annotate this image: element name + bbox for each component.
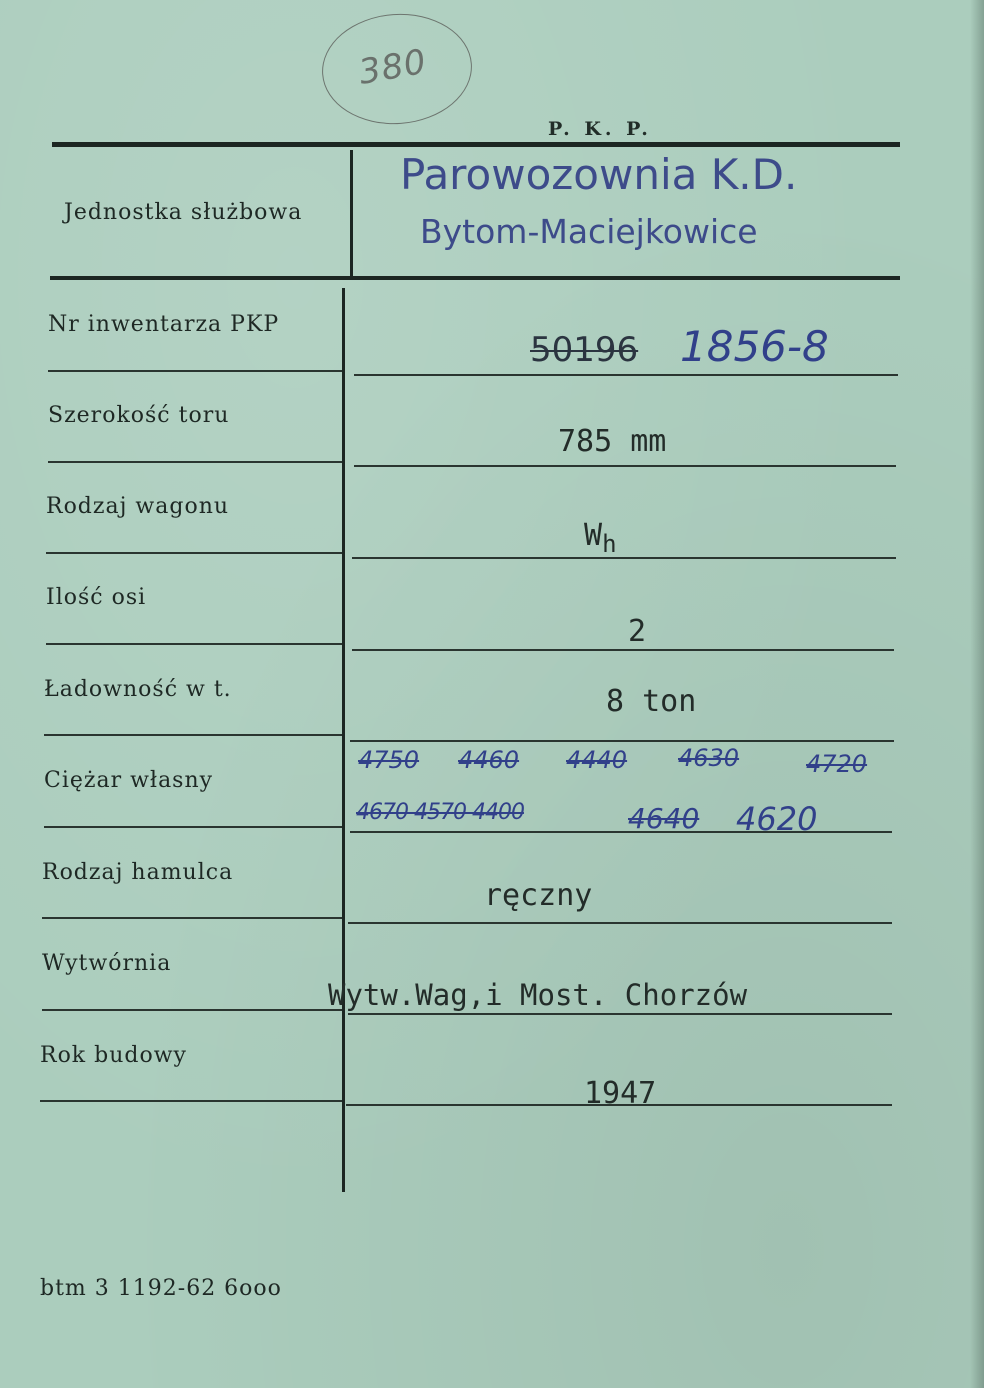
row-line-right — [352, 557, 896, 559]
archive-number-text: 380 — [355, 41, 430, 93]
wagon-type-value — [584, 518, 617, 558]
unit-bottom-rule — [50, 276, 900, 280]
row-label-axles: Ilość osi — [46, 585, 147, 610]
wagon-type-main: W — [584, 518, 603, 553]
gauge-value: 785 mm — [558, 424, 667, 459]
axles-value: 2 — [628, 614, 647, 649]
row-line-right — [352, 649, 894, 651]
tare-line2-struck: 4670 4570 4400 — [356, 800, 524, 825]
row-line-left — [46, 552, 342, 554]
tare-struck-2: 4460 — [458, 746, 520, 774]
row-line-right — [348, 922, 892, 924]
tare-line2-mid: 4640 — [628, 802, 700, 835]
circled-archive-number — [318, 9, 475, 129]
row-line-right — [348, 1013, 892, 1015]
unit-stamp-line2: Bytom-Maciejkowice — [420, 212, 758, 251]
row-line-left — [48, 370, 342, 372]
row-label-tare-weight: Ciężar własny — [44, 768, 214, 793]
row-label-inventory: Nr inwentarza PKP — [48, 312, 280, 337]
build-year-value: 1947 — [584, 1076, 657, 1111]
row-label-build-year: Rok budowy — [40, 1043, 187, 1068]
unit-divider — [350, 150, 353, 278]
tare-line1-final: 4720 — [806, 750, 868, 778]
row-label-brake-type: Rodzaj hamulca — [42, 860, 234, 885]
row-line-left — [42, 1009, 342, 1011]
row-line-right — [354, 374, 898, 376]
tare-struck-3: 4440 — [566, 746, 628, 774]
inventory-old-number: 50196 — [530, 330, 639, 370]
inventory-new-number: 1856-8 — [680, 322, 829, 371]
top-rule — [52, 142, 900, 147]
table-divider — [342, 288, 345, 1192]
row-line-right — [354, 465, 896, 467]
unit-label: Jednostka służbowa — [64, 200, 303, 225]
unit-stamp-line1: Parowozownia K.D. — [400, 150, 798, 199]
org-abbreviation: P. K. P. — [548, 118, 652, 140]
row-label-capacity: Ładowność w t. — [44, 677, 232, 702]
brake-type-value: ręczny — [484, 878, 593, 913]
row-line-left — [42, 917, 342, 919]
manufacturer-value: Wytw.Wag,i Most. Chorzów — [328, 978, 748, 1012]
tare-current-value: 4620 — [736, 800, 818, 838]
row-line-left — [44, 734, 342, 736]
tare-struck-1: 4750 — [358, 746, 420, 774]
row-line-left — [48, 461, 342, 463]
tare-struck-4: 4630 — [678, 744, 740, 772]
capacity-value: 8 ton — [606, 684, 697, 719]
row-line-left — [40, 1100, 342, 1102]
row-line-right — [350, 740, 894, 742]
print-code: btm 3 1192-62 6ooo — [40, 1276, 282, 1301]
row-label-wagon-type: Rodzaj wagonu — [46, 494, 230, 519]
row-line-left — [44, 826, 342, 828]
row-label-manufacturer: Wytwórnia — [42, 951, 172, 976]
row-label-gauge: Szerokość toru — [48, 403, 230, 428]
row-line-left — [46, 643, 342, 645]
card-edge-shadow — [970, 0, 984, 1388]
wagon-type-sub: h — [602, 530, 617, 558]
